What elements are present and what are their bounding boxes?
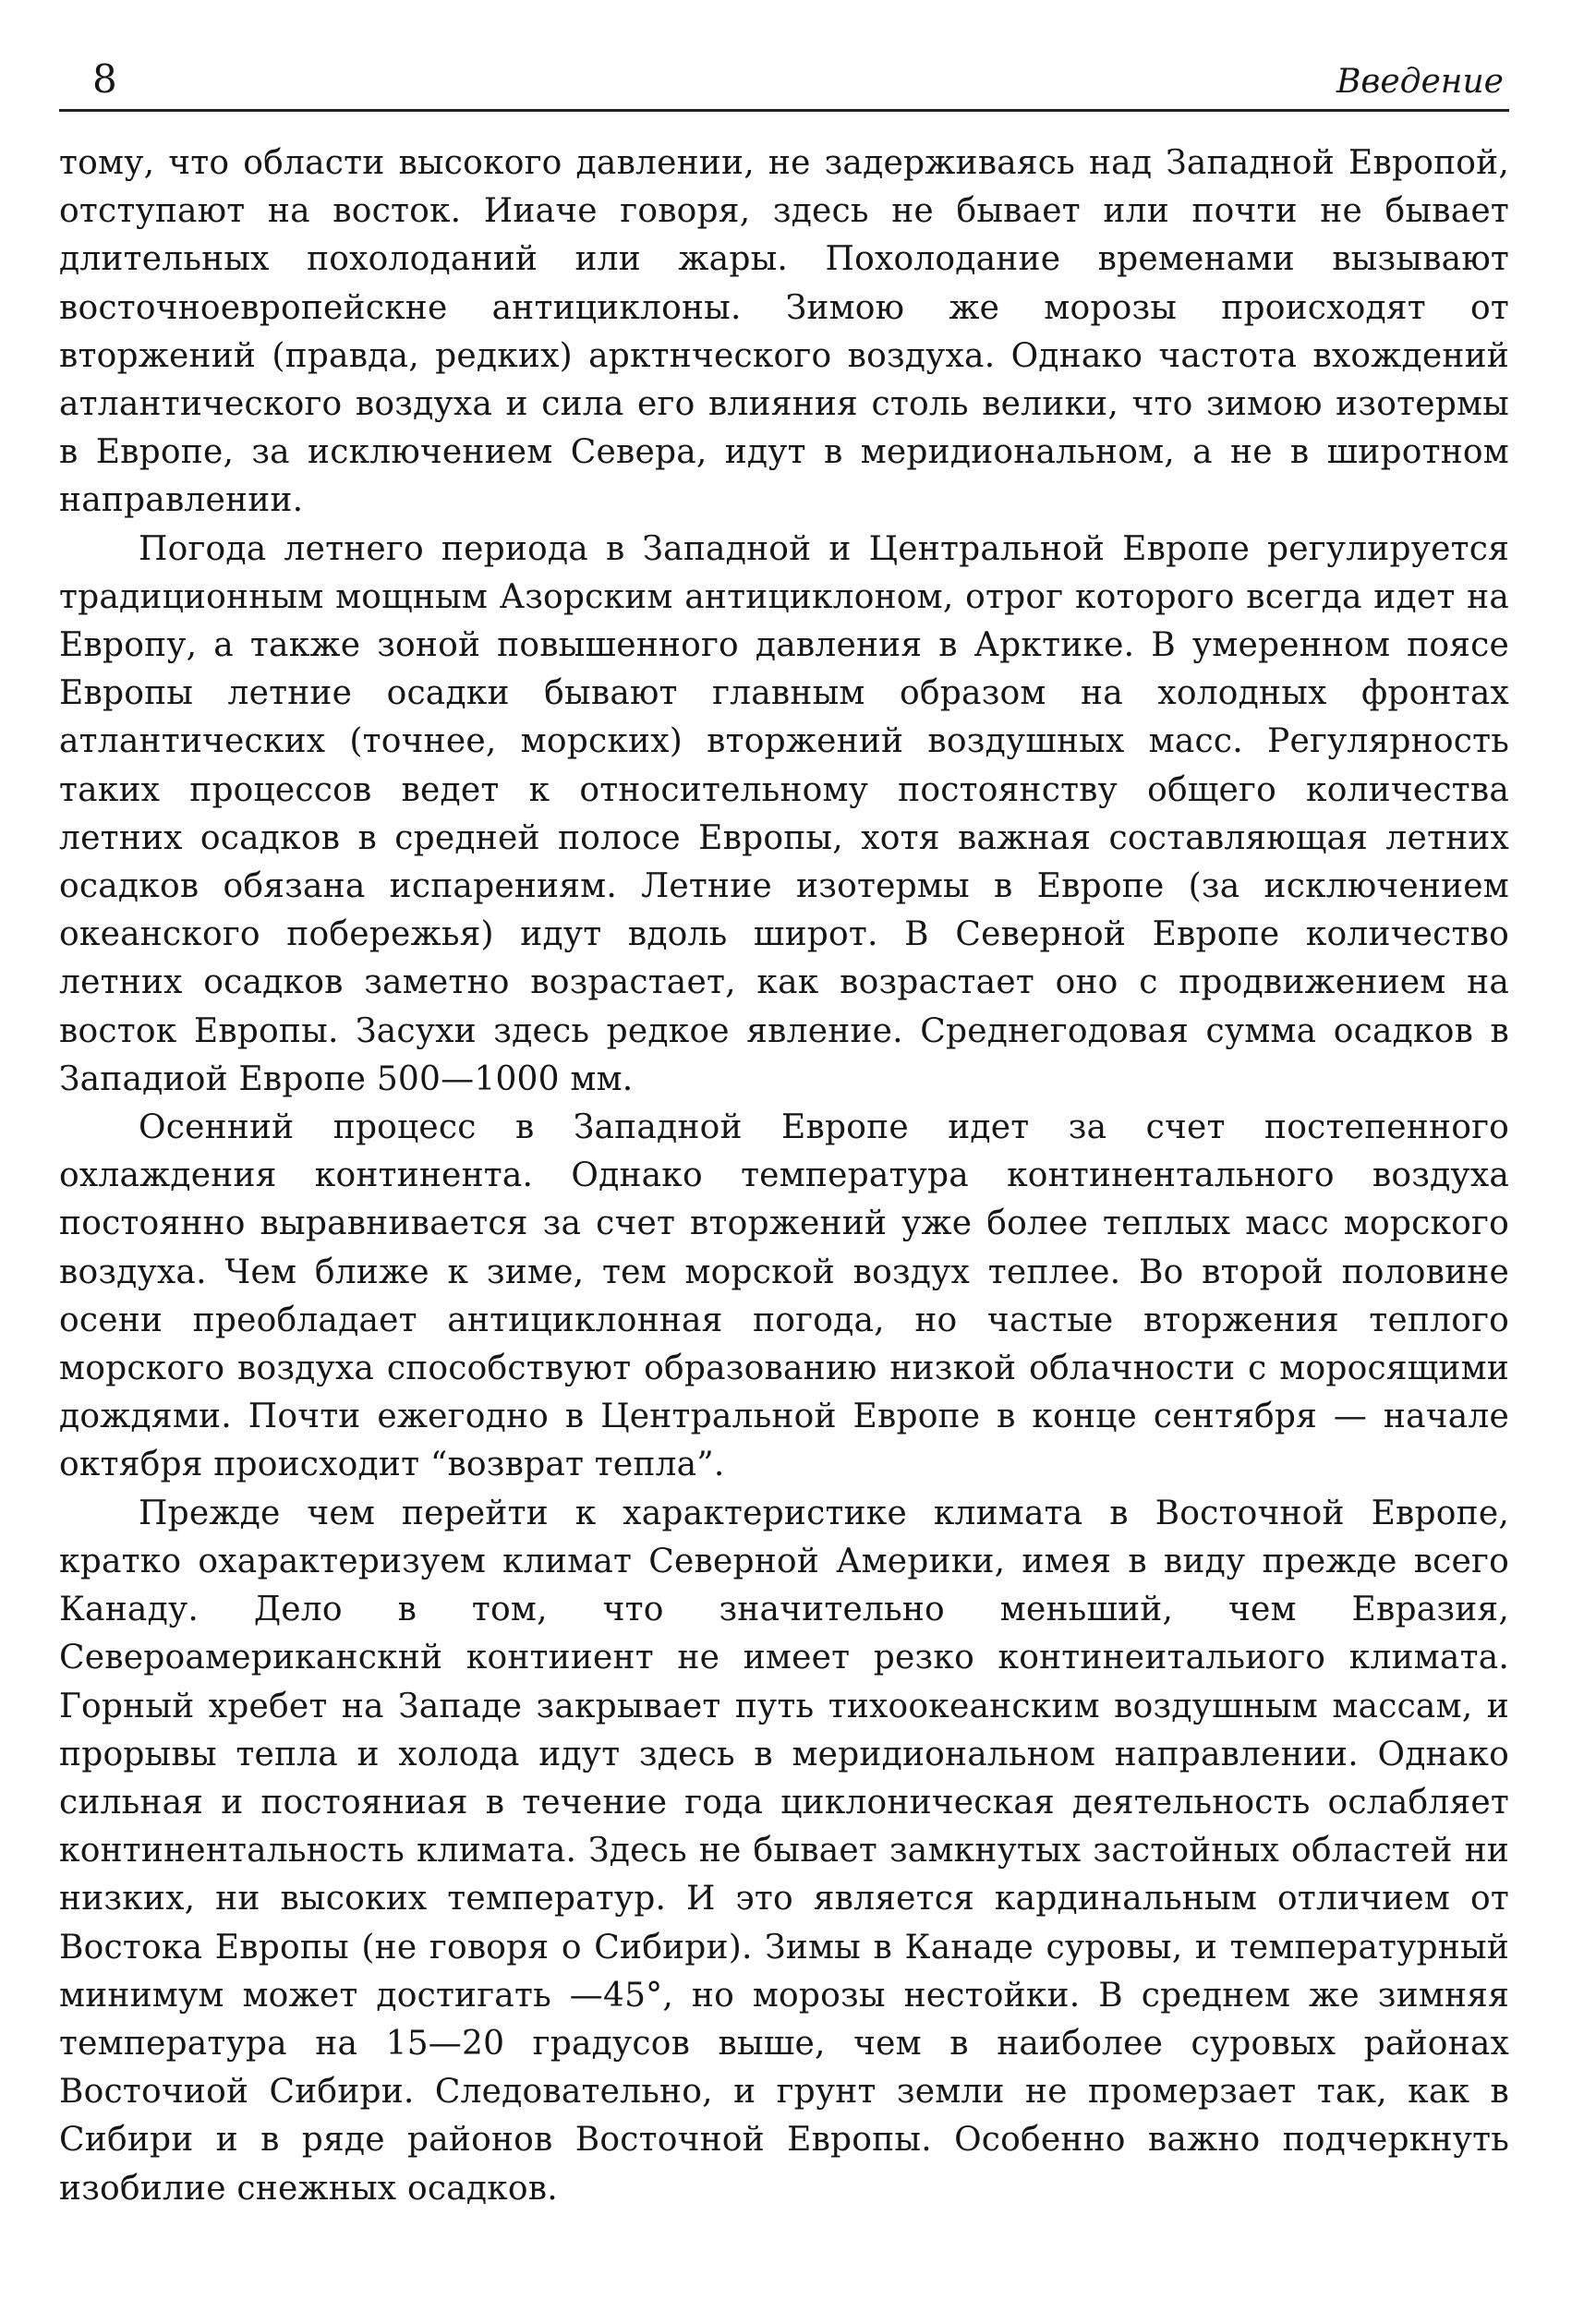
page-number: 8 — [92, 56, 117, 102]
paragraph-3: Осенний процесс в Западной Европе идет за счет постепенного охлаждения континента. Однако температура континентального воздуха постоянно выравнивается за счет вторжений уже более теплых масс морского воздуха. Чем ближе к зиме, тем морской воздух теплее. Во второй половине осени преобладает антициклонная погода, но частые вторжения теплого морского воздуха способствуют образованию низкой облачности с моросящими дождями. Почти ежегодно в Центральной Европе в конце сентября — начале октября происходит “возврат тепла”. — [59, 1108, 1509, 1484]
running-header — [59, 54, 1509, 112]
paragraph-4: Прежде чем перейти к характеристике климата в Восточной Европе, кратко охарактеризуем климат Северной Америки, имея в виду прежде всего Канаду. Дело в том, что значительно меньший, чем Евразия, Североамериканскнй контииент не имеет резко континеитальиого климата. Горный хребет на Западе закрывает путь тихоокеанским воздушным массам, и прорывы тепла и холода идут здесь в меридиональном направлении. Однако сильная и постояниая в течение года циклоническая деятельность ослабляет континентальность климата. Здесь не бывает замкнутых застойных областей ни низких, ни высоких температур. И это является кардинальным отличием от Востока Европы (не говоря о Сибири). Зимы в Канаде суровы, и температурный минимум может достигать —45°, но морозы нестойки. В среднем же зимняя температура на 15—20 градусов выше, чем в наиболее суровых районах Восточиой Сибири. Следовательно, и грунт земли не промерзает так, как в Сибири и в ряде районов Восточной Европы. Особенно важно подчеркнуть изобилие снежных осадков. — [59, 1494, 1509, 2208]
section-title: Введение — [1336, 63, 1504, 101]
paragraph-2: Погода летнего периода в Западной и Центральной Европе регулируется традиционным мощным Азорским антициклоном, отрог которого всегда идет на Европу, а также зоной повышенного давления в Арктике. В умеренном поясе Европы летние осадки бывают главным образом на холодных фронтах атлантических (точнее, морских) вторжений воздушных масс. Регулярность таких процессов ведет к относительному постоянству общего количества летних осадков в средней полосе Европы, хотя важная составляющая летних осадков обязана испарениям. Летние изотермы в Европе (за исключением океанского побережья) идут вдоль широт. В Северной Европе количество летних осадков заметно возрастает, как возрастает оно с продвижением на восток Европы. Засухи здесь редкое явление. Среднегодовая сумма осадков в Западиой Европе 500—1000 мм. — [59, 529, 1509, 1098]
body-text — [59, 139, 1509, 2213]
paragraph-1: тому, что области высокого давлении, не задерживаясь над Западной Европой, отступают на восток. Ииаче говоря, здесь не бывает или почти не бывает длительных похолоданий или жары. Похолодание временами вызывают восточноевропейскне антициклоны. Зимою же морозы происходят от вторжений (правда, редких) арктнческого воздуха. Однако частота вхождений атлантического воздуха и сила его влияния столь велики, что зимою изотермы в Европе, за исключением Севера, идут в меридиональном, а не в широтном направлении. — [59, 144, 1509, 520]
book-page — [59, 54, 1509, 2213]
